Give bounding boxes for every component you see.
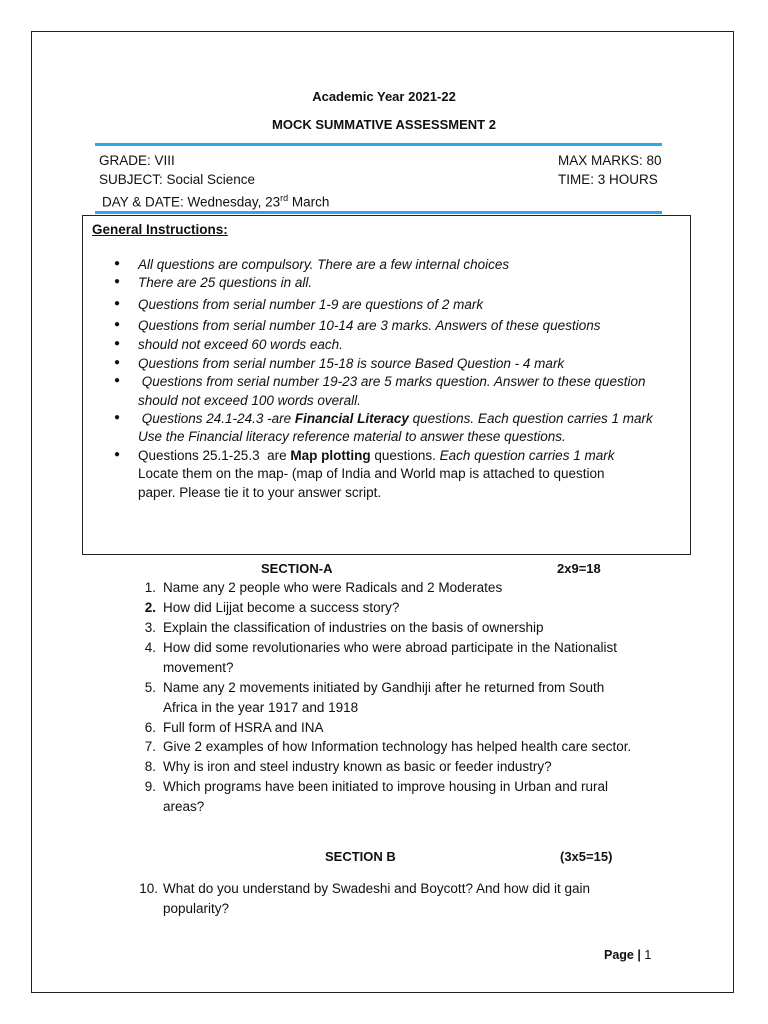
question-number: 1. xyxy=(144,580,156,595)
bullet-icon: ● xyxy=(114,319,121,330)
bullet-icon: ● xyxy=(114,375,121,386)
instruction-line: There are 25 questions in all. xyxy=(138,275,313,290)
time: TIME: 3 HOURS xyxy=(558,172,658,187)
grade: GRADE: VIII xyxy=(99,153,175,168)
question-number: 3. xyxy=(144,620,156,635)
subject: SUBJECT: Social Science xyxy=(99,172,256,187)
bullet-icon: ● xyxy=(114,338,121,349)
instruction-line: Questions from serial number 10-14 are 3 marks. Answers of these questions xyxy=(138,318,601,333)
section-b-title: SECTION B xyxy=(325,849,396,864)
header-rule-bottom xyxy=(95,211,662,214)
question-number: 10. xyxy=(139,881,158,896)
question-text: Africa in the year 1917 and 1918 xyxy=(163,700,359,715)
instruction-line: should not exceed 100 words overall. xyxy=(138,393,361,408)
instruction-line-map: Questions 25.1-25.3 are Map plotting questions. Each question carries 1 mark xyxy=(138,448,615,463)
question-text: Which programs have been initiated to improve housing in Urban and rural xyxy=(163,779,608,794)
instruction-line: paper. Please tie it to your answer script. xyxy=(138,485,382,500)
instruction-line: Questions from serial number 19-23 are 5 marks question. Answer to these question xyxy=(138,374,646,389)
instruction-line: Questions from serial number 1-9 are questions of 2 mark xyxy=(138,297,484,312)
question-number: 9. xyxy=(144,779,156,794)
instruction-line: All questions are compulsory. There are a few internal choices xyxy=(138,257,510,272)
page-number: 1 xyxy=(644,948,652,962)
max-marks: MAX MARKS: 80 xyxy=(558,153,662,168)
question-number: 6. xyxy=(144,720,156,735)
question-number: 7. xyxy=(144,739,156,754)
question-number: 8. xyxy=(144,759,156,774)
bullet-icon: ● xyxy=(114,449,121,460)
day-date: DAY & DATE: Wednesday, 23rd March xyxy=(102,193,330,210)
question-number: 4. xyxy=(144,640,156,655)
page-separator: | xyxy=(637,948,641,962)
question-text: Name any 2 people who were Radicals and 2 Moderates xyxy=(163,580,503,595)
bullet-icon: ● xyxy=(114,276,121,287)
academic-year: Academic Year 2021-22 xyxy=(312,89,456,104)
question-text: Full form of HSRA and INA xyxy=(163,720,324,735)
bullet-icon: ● xyxy=(114,357,121,368)
instruction-line: Questions from serial number 15-18 is source Based Question - 4 mark xyxy=(138,356,565,371)
question-text: How did some revolutionaries who were abroad participate in the Nationalist xyxy=(163,640,617,655)
section-a-title: SECTION-A xyxy=(261,561,333,576)
question-text: What do you understand by Swadeshi and Boycott? And how did it gain xyxy=(163,881,591,896)
instruction-line: Use the Financial literacy reference material to answer these questions. xyxy=(138,429,566,444)
instructions-title: General Instructions: xyxy=(92,222,228,237)
question-text: movement? xyxy=(163,660,234,675)
instruction-line: Locate them on the map- (map of India and World map is attached to question xyxy=(138,466,605,481)
instruction-line: should not exceed 60 words each. xyxy=(138,337,343,352)
page-footer xyxy=(604,948,651,962)
question-text: Name any 2 movements initiated by Gandhiji after he returned from South xyxy=(163,680,605,695)
question-text: popularity? xyxy=(163,901,230,916)
bullet-icon: ● xyxy=(114,258,121,269)
question-text: Why is iron and steel industry known as basic or feeder industry? xyxy=(163,759,552,774)
question-number: 5. xyxy=(144,680,156,695)
question-text: Give 2 examples of how Information technology has helped health care sector. xyxy=(163,739,632,754)
question-text: areas? xyxy=(163,799,205,814)
question-text: Explain the classification of industries on the basis of ownership xyxy=(163,620,544,635)
bullet-icon: ● xyxy=(114,298,121,309)
section-a-marks: 2x9=18 xyxy=(557,561,601,576)
question-number: 2. xyxy=(144,600,156,615)
bullet-icon: ● xyxy=(114,412,121,423)
instruction-line-financial: Questions 24.1-24.3 -are Financial Literacy questions. Each question carries 1 mark xyxy=(138,411,653,426)
page-label: Page xyxy=(604,948,634,962)
header-rule-top xyxy=(95,143,662,146)
section-b-marks: (3x5=15) xyxy=(560,849,613,864)
assessment-title: MOCK SUMMATIVE ASSESSMENT 2 xyxy=(272,117,496,132)
question-text: How did Lijjat become a success story? xyxy=(163,600,400,615)
